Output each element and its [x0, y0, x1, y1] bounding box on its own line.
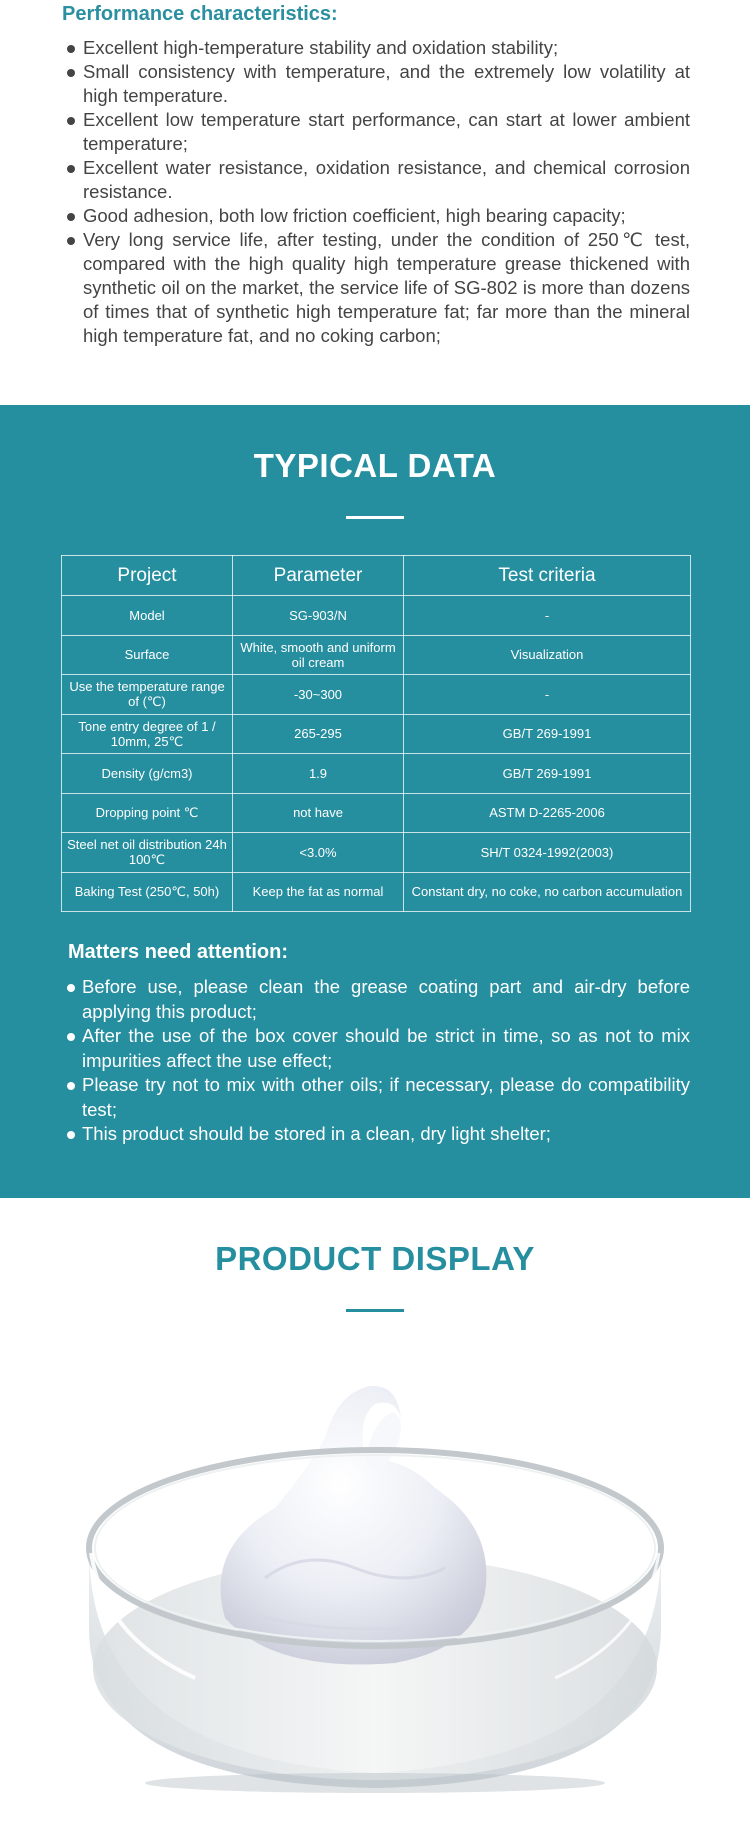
- cell-test-criteria: Constant dry, no coke, no carbon accumulation: [404, 872, 691, 912]
- table-row: [62, 833, 691, 873]
- performance-title: Performance characteristics:: [62, 3, 338, 25]
- header-project: Project: [62, 556, 233, 596]
- table-row: [62, 596, 691, 636]
- cell-project: Model: [62, 596, 233, 636]
- attention-item: Please try not to mix with other oils; if necessary, please do compatibility test;: [67, 1073, 690, 1122]
- cell-test-criteria: GB/T 269-1991: [404, 714, 691, 754]
- cell-parameter: <3.0%: [233, 833, 404, 873]
- attention-item: Before use, please clean the grease coating part and air-dry before applying this product;: [67, 975, 690, 1024]
- performance-item: Excellent high-temperature stability and oxidation stability;: [62, 36, 690, 60]
- table-row: [62, 754, 691, 794]
- table-header-row: [62, 556, 691, 596]
- cell-test-criteria: Visualization: [404, 635, 691, 675]
- title-underline: [346, 516, 404, 519]
- cell-project: Dropping point ℃: [62, 793, 233, 833]
- cell-parameter: 1.9: [233, 754, 404, 794]
- performance-item: Very long service life, after testing, under the condition of 250℃ test, compared with the high quality high temperature grease thickened with synthetic oil on the market, the service life of SG-802 is more than dozens of times that of synthetic high temperature fat; far more than the mineral high temperature fat, and no coking carbon;: [62, 228, 690, 348]
- attention-title: Matters need attention:: [68, 941, 289, 963]
- cell-parameter: SG-903/N: [233, 596, 404, 636]
- cell-test-criteria: -: [404, 675, 691, 715]
- typical-data-section: [0, 405, 750, 1198]
- cell-project: Use the temperature range of (℃): [62, 675, 233, 715]
- performance-item: Excellent low temperature start performance, can start at lower ambient temperature;: [62, 108, 690, 156]
- title-underline: [346, 1309, 404, 1312]
- attention-list: [67, 975, 690, 1147]
- header-parameter: Parameter: [233, 556, 404, 596]
- table-row: [62, 714, 691, 754]
- attention-item: After the use of the box cover should be strict in time, so as not to mix impurities affect the use effect;: [67, 1024, 690, 1073]
- table-row: [62, 872, 691, 912]
- cell-project: Density (g/cm3): [62, 754, 233, 794]
- cell-parameter: Keep the fat as normal: [233, 872, 404, 912]
- attention-item: This product should be stored in a clean, dry light shelter;: [67, 1122, 690, 1147]
- performance-list: [62, 36, 690, 348]
- cell-test-criteria: -: [404, 596, 691, 636]
- cell-parameter: -30~300: [233, 675, 404, 715]
- performance-item: Excellent water resistance, oxidation resistance, and chemical corrosion resistance.: [62, 156, 690, 204]
- performance-item: Small consistency with temperature, and the extremely low volatility at high temperature.: [62, 60, 690, 108]
- header-test-criteria: Test criteria: [404, 556, 691, 596]
- cell-parameter: not have: [233, 793, 404, 833]
- product-image: [75, 1378, 675, 1798]
- typical-data-title: TYPICAL DATA: [253, 447, 497, 484]
- cell-test-criteria: ASTM D-2265-2006: [404, 793, 691, 833]
- typical-data-table: [61, 555, 691, 912]
- table-row: [62, 675, 691, 715]
- cell-project: Steel net oil distribution 24h 100℃: [62, 833, 233, 873]
- cell-parameter: White, smooth and uniform oil cream: [233, 635, 404, 675]
- table-row: [62, 635, 691, 675]
- cell-test-criteria: GB/T 269-1991: [404, 754, 691, 794]
- performance-section: [0, 0, 750, 405]
- cell-project: Surface: [62, 635, 233, 675]
- performance-item: Good adhesion, both low friction coefficient, high bearing capacity;: [62, 204, 690, 228]
- product-display-section: [0, 1198, 750, 1835]
- cell-parameter: 265-295: [233, 714, 404, 754]
- cell-project: Tone entry degree of 1 / 10mm, 25℃: [62, 714, 233, 754]
- product-display-title: PRODUCT DISPLAY: [215, 1240, 535, 1277]
- table-row: [62, 793, 691, 833]
- cell-project: Baking Test (250℃, 50h): [62, 872, 233, 912]
- cell-test-criteria: SH/T 0324-1992(2003): [404, 833, 691, 873]
